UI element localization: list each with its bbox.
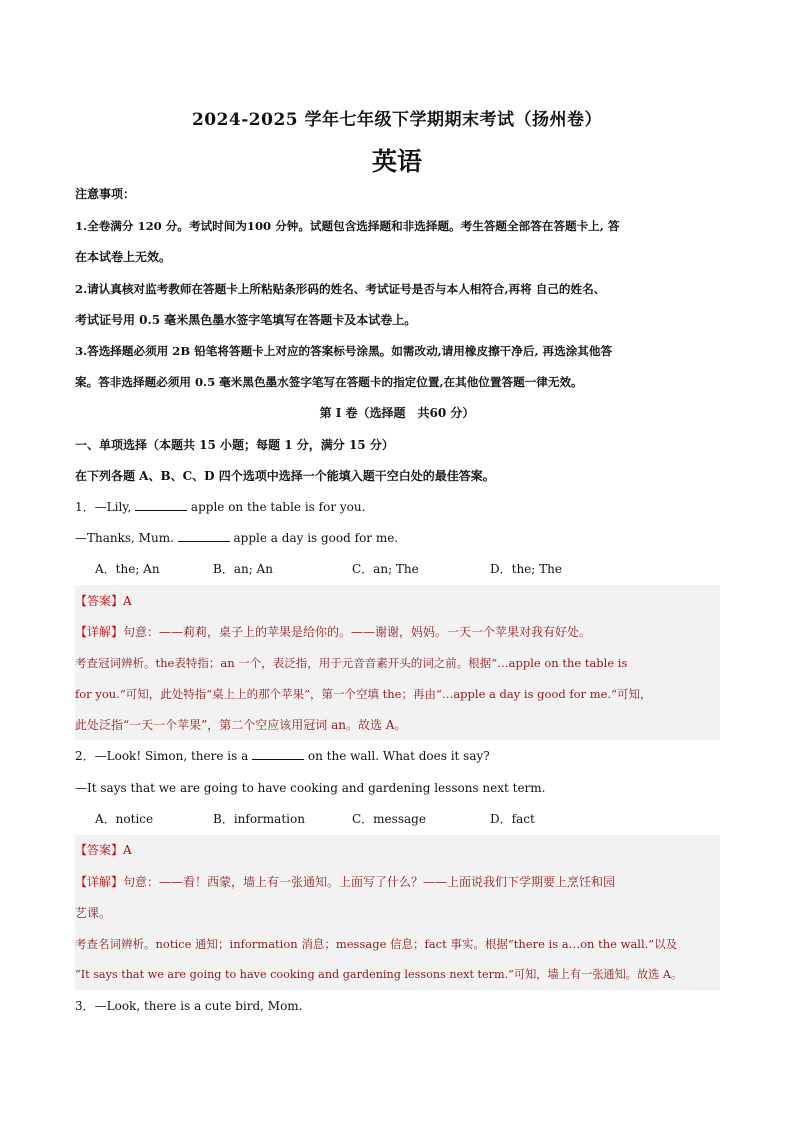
q2-stem-line-1: [75, 748, 720, 764]
q2-stem-1-start: 2．—Look! Simon, there is a: [75, 749, 253, 763]
q2-option-d: D．fact: [490, 812, 535, 826]
q2-option-b: B．information: [213, 812, 305, 826]
q1-stem-2-start: —Thanks, Mum.: [75, 531, 178, 545]
q2-stem-line-2: —It says that we are going to have cooking and gardening lessons next term.: [75, 781, 546, 795]
q2-option-a: A．notice: [95, 812, 154, 826]
q2-detail-line-2: 艺课。: [75, 906, 112, 920]
q2-analysis-line-1: 考查名词辨析。notice 通知；information 消息；message 信息；fact 事实。根据“there is a…on the wall.”以及: [75, 937, 678, 951]
notice-item-1-line-1: 1.全卷满分 120 分。考试时间为100 分钟。试题包含选择题和非选择题。考生答题全部答在答题卡上, 答: [75, 219, 620, 233]
q2-blank: [252, 748, 304, 760]
subject-title: 英语: [371, 147, 422, 176]
q3-stem-line-1: 3．—Look, there is a cute bird, Mom.: [75, 999, 303, 1013]
q1-analysis-line-2: for you.”可知，此处特指“桌上上的那个苹果”，第一个空填 the；再由“…apple a day is good for me.”可知，: [75, 687, 652, 701]
q1-analysis-line-1: 考查冠词辨析。the表特指；an 一个，表泛指，用于元音音素开头的词之前。根据“…apple on the table is: [75, 656, 628, 670]
notice-item-2-line-1: 2.请认真核对监考教师在答题卡上所粘贴条形码的姓名、考试证号是否与本人相符合,再将 自己的姓名、: [75, 282, 606, 296]
notice-heading: 注意事项：: [75, 187, 136, 201]
q2-stem-1-end: on the wall. What does it say?: [304, 749, 490, 763]
q2-analysis-line-2: “It says that we are going to have cooking and gardening lessons next term.”可知，墙上有一张通知。故选 A。: [75, 968, 683, 981]
q2-detail-tag: 【详解】: [75, 875, 124, 889]
q1-blank-1: [135, 499, 187, 511]
q1-option-d: D．the; The: [490, 562, 562, 576]
q1-stem-line-1: [75, 499, 720, 515]
q1-stem-line-2: [75, 530, 720, 546]
q1-option-b: B．an; An: [213, 562, 273, 576]
q1-analysis-line-3: 此处泛指“一天一个苹果”，第二个空应该用冠词 an。故选 A。: [75, 718, 407, 732]
q1-stem-1-end: apple on the table is for you.: [187, 500, 366, 514]
part1-heading: 第 I 卷（选择题 共60 分）: [319, 406, 475, 420]
q1-blank-2: [178, 530, 230, 542]
q1-detail-text: 句意：——莉莉，桌子上的苹果是给你的。——谢谢，妈妈。一天一个苹果对我有好处。: [123, 625, 592, 639]
q2-answer: 【答案】A: [75, 843, 132, 857]
section-instruction: 在下列各题 A、B、C、D 四个选项中选择一个能填入题干空白处的最佳答案。: [75, 469, 495, 483]
q1-stem-1-start: 1．—Lily,: [75, 500, 136, 514]
notice-item-3-line-2: 案。答非选择题必须用 0.5 毫米黑色墨水签字笔写在答题卡的指定位置,在其他位置答题一律无效。: [75, 375, 583, 389]
q1-detail-tag: 【详解】: [75, 625, 124, 639]
q2-option-c: C．message: [352, 812, 426, 826]
q2-detail-text: 句意：——看！西蒙，墙上有一张通知。上面写了什么？——上面说我们下学期要上烹饪和园: [123, 875, 616, 889]
notice-item-2-line-2: 考试证号用 0.5 毫米黑色墨水签字笔填写在答题卡及本试卷上。: [75, 313, 417, 327]
section-heading: 一、单项选择（本题共 15 小题；每题 1 分，满分 15 分）: [75, 438, 394, 452]
notice-item-3-line-1: 3.答选择题必须用 2B 铅笔将答题卡上对应的答案标号涂黑。如需改动,请用橡皮擦干净后, 再选涂其他答: [75, 344, 613, 358]
notice-item-1-line-2: 在本试卷上无效。: [75, 250, 172, 264]
q1-option-c: C．an; The: [352, 562, 419, 576]
q1-detail: [75, 624, 720, 640]
exam-title: 2024-2025 学年七年级下学期期末考试（扬州卷）: [191, 110, 603, 130]
q1-stem-2-end: apple a day is good for me.: [229, 531, 399, 545]
q1-option-a: A．the; An: [95, 562, 160, 576]
q1-answer: 【答案】A: [75, 594, 132, 608]
q2-detail-line-1: [75, 874, 720, 890]
